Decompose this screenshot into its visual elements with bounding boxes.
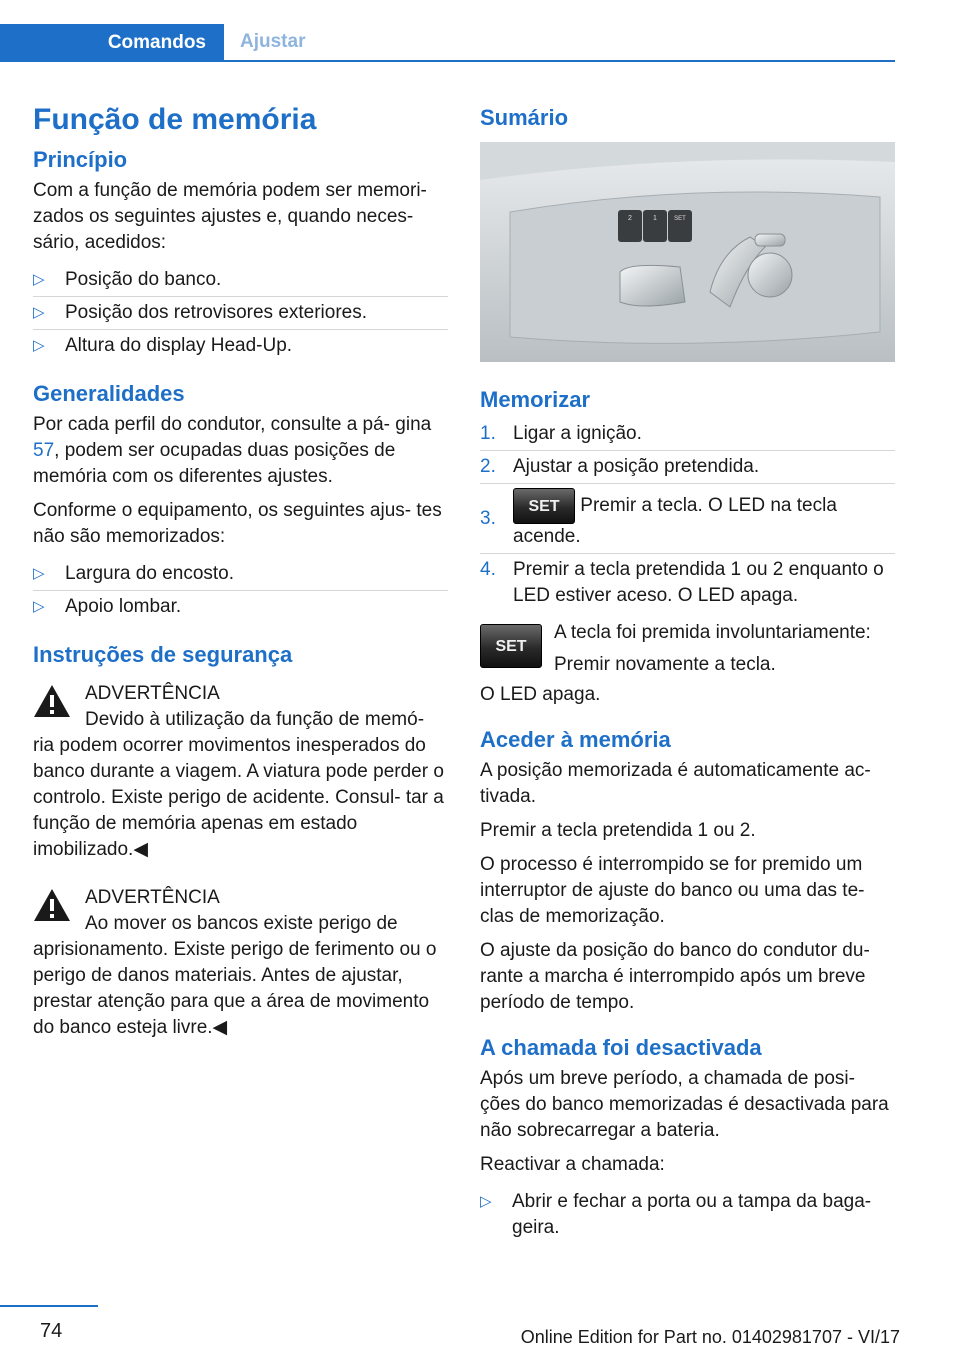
triangle-bullet-icon: ▷ [33,304,45,321]
header-bar [0,24,895,62]
desactivada-p2: Reactivar a chamada: [480,1154,665,1175]
heading-aceder: Aceder à memória [480,727,671,752]
generalidades-text: Por cada perfil do condutor, consulte a pá‐ gina 57, podem ser ocupadas duas posições de memória com os diferentes ajustes. [33,414,432,487]
seat-controls-photo [480,142,895,362]
list-item: ▷ Abrir e fechar a porta ou a tampa da baga‐ geira. [480,1191,872,1238]
heading-generalidades: Generalidades [33,381,185,406]
list-item: 1. Ligar a ignição. [480,418,895,451]
warning-triangle-icon [33,683,71,719]
principio-list [33,264,448,362]
aceder-p1: A posição memorizada é automaticamente ac‐ tivada. [480,760,871,807]
left-column [33,100,448,1041]
warning-block-1 [33,681,448,863]
list-item: 4. Premir a tecla pretendida 1 ou 2 enquanto o LED estiver aceso. O LED apaga. [480,559,884,606]
heading-principio: Princípio [33,147,128,172]
warning-text: Ao mover os bancos existe perigo de aprisionamento. Existe perigo de ferimento ou o perigo de danos materiais. Antes de ajustar, prestar atenção para que a área de movimento do banco esteja livre.◀ [33,913,437,1038]
warning-triangle-icon [33,887,71,923]
triangle-bullet-icon: ▷ [33,337,45,354]
generalidades-text2: Conforme o equipamento, os seguintes ajus‐ tes não são memorizados: [33,500,442,547]
triangle-bullet-icon: ▷ [33,598,45,615]
warning-title: ADVERTÊNCIA [85,887,220,908]
page-link[interactable]: 57 [33,440,55,461]
set-button-icon: SET [513,488,575,524]
page-title: Função de memória [33,103,317,136]
set-note: SET A tecla foi premida involuntariamente: Premir novamente a tecla. [480,620,895,678]
list-item: 3. SET Premir a tecla. O LED na tecla acende. [480,484,895,554]
header-divider [0,60,895,62]
set-button-label: SET [674,216,686,222]
aceder-p3: O processo é interrompido se for premido um interruptor de ajuste do banco ou uma das te‐ clas de memorização. [480,854,865,927]
aceder-p2: Premir a tecla pretendida 1 ou 2. [480,820,756,841]
list-item: ▷ Posição dos retrovisores exteriores. [33,297,448,330]
triangle-bullet-icon: ▷ [33,565,45,582]
warning-title: ADVERTÊNCIA [85,683,220,704]
heading-memorizar: Memorizar [480,387,591,412]
heading-seguranca: Instruções de segurança [33,642,293,667]
desactivada-list [480,1186,895,1244]
triangle-bullet-icon: ▷ [480,1193,492,1210]
heading-desactivada: A chamada foi desactivada [480,1035,762,1060]
warning-text: Devido à utilização da função de memó‐ ria podem ocorrer movimentos inesperados do banco durante a viagem. A viatura pode perder o controlo. Existe perigo de acidente. Consul‐ tar a função de memória apenas em estado imobilizado.◀ [33,709,444,860]
generalidades-list [33,558,448,623]
page-number: 74 [40,1320,63,1342]
right-column [480,100,895,1252]
warning-block-2 [33,885,448,1041]
principio-text: Com a função de memória podem ser memori‐ zados os seguintes ajustes e, quando neces‐ sário, acedidos: [33,180,427,253]
memorizar-steps [480,418,895,612]
list-item: ▷ Apoio lombar. [33,591,448,623]
list-item: ▷ Altura do display Head-Up. [33,330,448,362]
tab-ajustar[interactable]: Ajustar [240,31,306,52]
list-item: 2. Ajustar a posição pretendida. [480,451,895,484]
memory-button-1-label: 1 [653,215,657,222]
set-button-icon: SET [480,624,542,668]
list-item: ▷ Posição do banco. [33,264,448,297]
list-item: ▷ Largura do encosto. [33,558,448,591]
edition-text: Online Edition for Part no. 01402981707 - VI/17 [520,1327,900,1347]
tab-comandos[interactable]: Comandos [0,24,224,62]
aceder-p4: O ajuste da posição do banco do condutor du‐ rante a marcha é interrompido após um breve período de tempo. [480,940,870,1013]
triangle-bullet-icon: ▷ [33,271,45,288]
note-led: O LED apaga. [480,684,601,705]
heading-sumario: Sumário [480,105,569,130]
memory-button-2-label: 2 [628,215,632,222]
desactivada-p1: Após um breve período, a chamada de posi‐ ções do banco memorizadas é desactivada para não sobrecarregar a bateria. [480,1068,889,1141]
footer-divider [0,1305,98,1307]
